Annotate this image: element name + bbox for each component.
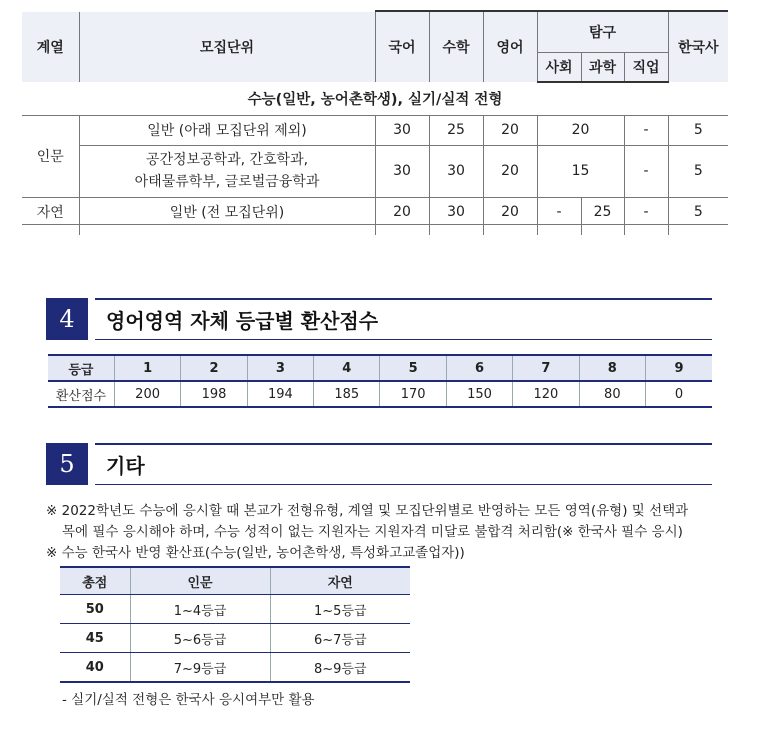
humanities-grade: 7~9등급: [130, 653, 270, 683]
unit-cell: 일반 (전 모집단위): [79, 197, 375, 227]
history-conversion-table: [60, 566, 410, 683]
score-cell: 170: [380, 381, 446, 407]
divider: [22, 224, 728, 225]
table-caption: 수능(일반, 농어촌학생), 실기/실적 전형: [22, 82, 728, 115]
vocational-cell: -: [624, 115, 668, 145]
history-cell: 5: [668, 145, 728, 197]
field-humanities: 인문: [22, 115, 79, 197]
section-rule: [95, 484, 712, 485]
grade-cell: 1: [114, 355, 180, 381]
inquiry-cell: 20: [537, 115, 624, 145]
col-header: 자연: [270, 567, 410, 595]
history-cell: 5: [668, 115, 728, 145]
score-cell: 80: [579, 381, 645, 407]
note-line: 목에 필수 응시해야 하며, 수능 성적이 없는 지원자는 지원자격 미달로 불합격 처리함(※ 한국사 필수 응시): [62, 524, 683, 540]
grade-cell: 5: [380, 355, 446, 381]
header-inquiry: 탐구: [537, 12, 668, 52]
score-cell: 194: [247, 381, 313, 407]
score-cell: 200: [114, 381, 180, 407]
social-cell: -: [537, 197, 581, 227]
english-cell: 20: [483, 197, 537, 227]
unit-cell: [79, 145, 375, 197]
vocational-cell: -: [624, 197, 668, 227]
table-row: [60, 653, 410, 683]
total-score: 45: [60, 624, 130, 653]
science-cell: 25: [581, 197, 624, 227]
grade-label: 등급: [48, 355, 114, 381]
total-score: 50: [60, 595, 130, 624]
grade-cell: 9: [646, 355, 712, 381]
admission-ratio-table: [22, 12, 728, 235]
header-science: 과학: [581, 52, 624, 82]
score-label: 환산점수: [48, 381, 114, 407]
english-cell: 20: [483, 145, 537, 197]
header-korean: 국어: [375, 12, 429, 82]
history-cell: 5: [693, 204, 703, 221]
math-cell: 25: [429, 115, 483, 145]
unit-cell: 일반 (아래 모집단위 제외): [79, 115, 375, 145]
section-rule: [95, 443, 712, 445]
korean-cell: 30: [375, 115, 429, 145]
english-grade-table: [48, 354, 712, 408]
grade-cell: 4: [314, 355, 380, 381]
section-title-5: 기타: [106, 454, 145, 478]
note-line: ※ 수능 한국사 반영 환산표(수능(일반, 농어촌학생, 특성화고교졸업자)): [46, 545, 465, 561]
header-english: 영어: [483, 12, 537, 82]
natural-grade: 8~9등급: [270, 653, 410, 683]
header-vocational: 직업: [624, 52, 668, 82]
unit-line: 공간정보공학과, 간호학과,: [145, 152, 309, 168]
korean-cell: 30: [375, 145, 429, 197]
natural-grade: 6~7등급: [270, 624, 410, 653]
section-title-4: 영어영역 자체 등급별 환산점수: [106, 309, 379, 333]
humanities-grade: 1~4등급: [130, 595, 270, 624]
score-cell: 150: [446, 381, 512, 407]
grade-cell: 6: [446, 355, 512, 381]
total-score: 40: [60, 653, 130, 683]
korean-cell: 20: [375, 197, 429, 227]
score-cell: 185: [314, 381, 380, 407]
score-cell: 0: [646, 381, 712, 407]
header-social: 사회: [537, 52, 581, 82]
score-cell: 198: [181, 381, 247, 407]
math-cell: 30: [429, 197, 483, 227]
note-line: ※ 2022학년도 수능에 응시할 때 본교가 전형유형, 계열 및 모집단위별로 반영하는 모든 영역(유형) 및 선택과: [46, 503, 689, 519]
english-cell: 20: [483, 115, 537, 145]
unit-line: 아태물류학부, 글로벌금융학과: [134, 174, 320, 190]
header-field: 계열: [22, 12, 79, 82]
inquiry-cell: 15: [537, 145, 624, 197]
grade-cell: 3: [247, 355, 313, 381]
col-header: 총점: [60, 567, 130, 595]
table-row: [60, 595, 410, 624]
natural-grade: 1~5등급: [270, 595, 410, 624]
score-cell: 120: [513, 381, 579, 407]
col-header: 인문: [130, 567, 270, 595]
header-unit: 모집단위: [79, 12, 375, 82]
field-natural: 자연: [22, 197, 79, 227]
section-number-5: 5: [46, 443, 88, 485]
section-rule: [95, 298, 712, 300]
header-history: 한국사: [668, 12, 728, 82]
humanities-grade: 5~6등급: [130, 624, 270, 653]
grade-cell: 8: [579, 355, 645, 381]
header-math: 수학: [429, 12, 483, 82]
math-cell: 30: [429, 145, 483, 197]
section-number-4: 4: [46, 298, 88, 340]
grade-cell: 2: [181, 355, 247, 381]
vocational-cell: -: [624, 145, 668, 197]
footnote: - 실기/실적 전형은 한국사 응시여부만 활용: [62, 692, 315, 708]
table-row: [60, 624, 410, 653]
grade-cell: 7: [513, 355, 579, 381]
section-rule: [95, 339, 712, 340]
